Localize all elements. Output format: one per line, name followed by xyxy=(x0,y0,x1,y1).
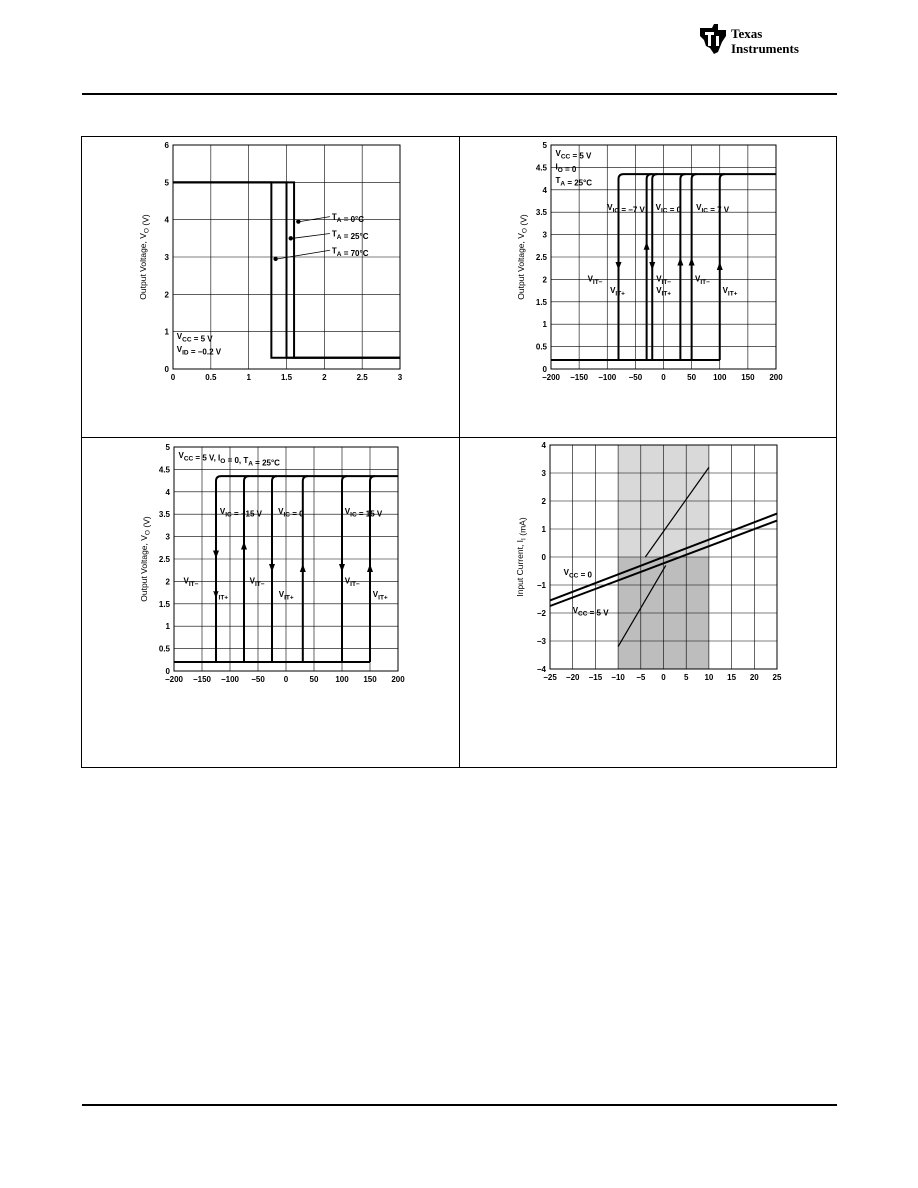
x-tick-label: 0 xyxy=(661,673,666,682)
y-tick-label: 2 xyxy=(541,497,546,506)
y-tick-label: 0 xyxy=(542,365,547,374)
y-tick-label: 0.5 xyxy=(158,644,170,654)
x-tick-label: −150 xyxy=(570,373,589,382)
arrow-down xyxy=(269,564,275,572)
y-tick-label: 4 xyxy=(542,185,547,195)
y-tick-label: 5 xyxy=(164,178,169,188)
y-tick-label: 0 xyxy=(541,553,546,562)
y-axis-label: Output Voltage, $V_O$ (V) xyxy=(516,214,529,300)
label-vit-minus: $V_{IT-}$ xyxy=(656,274,672,287)
x-tick-label: −100 xyxy=(220,675,240,684)
y-tick-label: −3 xyxy=(536,637,546,646)
annotation-vid: $V_{ID} = -0.2$ V xyxy=(176,345,222,357)
x-tick-label: −100 xyxy=(598,373,617,382)
arrow-up xyxy=(677,257,683,265)
arrow-up xyxy=(689,257,695,265)
label-vit-plus: $V_{IT+}$ xyxy=(610,285,625,298)
label-vit-minus: $V_{IT-}$ xyxy=(249,576,265,589)
arrow-up xyxy=(644,242,650,250)
y-tick-label: 1 xyxy=(165,622,170,632)
x-tick-label: 100 xyxy=(335,675,349,684)
y-axis-label: Output Voltage, $V_O$ (V) xyxy=(138,214,151,300)
x-tick-label: −25 xyxy=(543,673,557,682)
y-tick-label: 3.5 xyxy=(535,208,547,218)
arrow-up xyxy=(241,542,247,550)
x-tick-label: 200 xyxy=(769,373,783,382)
annotation-io: $I_O = 0$ xyxy=(555,162,577,175)
figure-panels xyxy=(81,136,837,768)
y-tick-label: 3 xyxy=(541,469,546,478)
y-tick-label: 2 xyxy=(542,275,547,285)
transition-line xyxy=(647,174,652,360)
label-vit-minus: $V_{IT-}$ xyxy=(695,274,710,287)
arrow-down xyxy=(649,262,655,270)
ti-state-icon xyxy=(696,22,730,56)
x-tick-label: 0.5 xyxy=(205,373,217,382)
y-tick-label: 3 xyxy=(165,532,170,542)
panel-divider-vertical xyxy=(459,137,460,767)
arrow-down xyxy=(339,564,345,572)
y-tick-label: 4 xyxy=(164,215,169,225)
annotation-ta: $T_A = 25^\circ C$ xyxy=(555,176,593,188)
x-tick-label: −50 xyxy=(628,373,643,382)
x-tick-label: −15 xyxy=(588,673,603,682)
y-tick-label: 4.5 xyxy=(158,465,170,475)
label-vit-minus: $V_{IT-}$ xyxy=(344,576,360,589)
logo-line-1: Texas xyxy=(731,26,763,41)
y-tick-label: 2 xyxy=(164,290,169,300)
label-vic-0: $V_{IC} = 0$ xyxy=(278,507,304,519)
transition-line xyxy=(216,476,221,662)
x-tick-label: −10 xyxy=(611,673,625,682)
y-tick-label: 3.5 xyxy=(158,510,170,520)
label-vit-plus: $V_{IT+}$ xyxy=(656,285,672,298)
arrow-up xyxy=(367,564,373,572)
arrow-up xyxy=(717,262,723,270)
label-vit-minus: $V_{IT-}$ xyxy=(587,274,603,287)
x-tick-label: −20 xyxy=(565,673,580,682)
y-tick-label: 1.5 xyxy=(158,599,170,609)
transition-line xyxy=(244,476,249,662)
x-tick-label: 20 xyxy=(749,673,759,682)
header-rule xyxy=(82,93,837,95)
y-tick-label: 6 xyxy=(164,141,169,150)
x-tick-label: −150 xyxy=(192,675,212,684)
label-vcc-5v: $V_{CC} = 5$ V xyxy=(572,606,609,618)
y-tick-label: 3 xyxy=(542,230,547,240)
x-tick-label: −200 xyxy=(541,373,561,382)
x-tick-label: 2.5 xyxy=(356,373,368,382)
y-tick-label: 0 xyxy=(164,365,169,374)
y-tick-label: −1 xyxy=(536,581,546,590)
y-tick-label: 0 xyxy=(165,667,170,676)
label-vit-plus: $V_{IT+}$ xyxy=(372,590,388,602)
label-vic-15: $V_{IC} = 15$ V xyxy=(344,507,383,519)
y-tick-label: 1 xyxy=(541,525,546,534)
x-tick-label: 150 xyxy=(363,675,377,684)
legend-label: $T_A = 0^\circ C$ xyxy=(331,212,365,225)
label-vit-plus: $V_{IT+}$ xyxy=(213,590,229,602)
x-tick-label: 200 xyxy=(391,675,405,684)
y-tick-label: 1 xyxy=(164,327,169,337)
y-tick-label: 2.5 xyxy=(535,253,547,262)
label-vic-neg7: $V_{IC} = -7$ V xyxy=(607,202,645,215)
y-axis-label: Output Voltage, $V_O$ (V) xyxy=(139,516,152,602)
y-tick-label: 5 xyxy=(165,443,170,452)
ti-logo xyxy=(696,22,841,62)
x-tick-label: −200 xyxy=(164,675,184,684)
x-tick-label: 1 xyxy=(246,373,251,382)
y-tick-label: 1 xyxy=(542,320,547,330)
x-tick-label: 2 xyxy=(322,373,327,382)
annotation-vcc: $V_{CC} = 5$ V xyxy=(555,149,592,161)
footer-rule xyxy=(82,1104,837,1106)
legend-label: $T_A = 70^\circ C$ xyxy=(331,246,369,258)
x-tick-label: 5 xyxy=(683,673,689,682)
y-tick-label: 4 xyxy=(541,441,546,450)
x-tick-label: 0 xyxy=(170,373,176,382)
y-tick-label: −2 xyxy=(536,609,546,618)
y-axis-label: Input Current, $I_I$ (mA) xyxy=(515,517,528,597)
arrow-down xyxy=(213,551,219,559)
arrow-up xyxy=(300,564,306,572)
x-tick-label: 3 xyxy=(397,373,403,382)
x-tick-label: 1.5 xyxy=(280,373,293,382)
y-tick-label: 4 xyxy=(165,487,170,497)
x-tick-label: 50 xyxy=(687,373,697,382)
label-vcc-0: $V_{CC} = 0$ xyxy=(563,568,592,580)
x-tick-label: 0 xyxy=(283,675,289,684)
logo-line-2: Instruments xyxy=(731,41,799,56)
transition-line xyxy=(680,174,685,360)
label-vic-7: $V_{IC} = 7$ V xyxy=(696,202,730,215)
x-tick-label: −50 xyxy=(251,675,265,684)
x-tick-label: 15 xyxy=(727,673,737,682)
label-vit-plus: $V_{IT+}$ xyxy=(722,285,738,298)
x-tick-label: 25 xyxy=(772,673,782,682)
annotation-vcc: $V_{CC} = 5$ V xyxy=(176,332,213,344)
x-tick-label: −5 xyxy=(636,673,646,682)
annotation-conditions: $V_{CC} = 5$ V, $I_O = 0$, $T_A = 25^\circ C$ xyxy=(178,451,280,468)
arrow-down xyxy=(616,262,622,270)
label-vic-neg15: $V_{IC} = -15$ V xyxy=(219,507,263,519)
y-tick-label: 1.5 xyxy=(535,297,547,307)
x-tick-label: 10 xyxy=(704,673,714,682)
label-vit-plus: $V_{IT+}$ xyxy=(278,590,294,602)
y-tick-label: 3 xyxy=(164,253,169,262)
x-tick-label: 100 xyxy=(713,373,727,382)
y-tick-label: 0.5 xyxy=(535,342,547,352)
label-vit-minus: $V_{IT-}$ xyxy=(183,576,199,589)
x-tick-label: 50 xyxy=(309,675,319,684)
y-tick-label: 2.5 xyxy=(158,555,170,564)
y-tick-label: 5 xyxy=(542,141,547,150)
label-vic-0: $V_{IC} = 0$ xyxy=(655,202,682,215)
y-tick-label: −4 xyxy=(536,665,546,674)
x-tick-label: 0 xyxy=(661,373,666,382)
legend-label: $T_A = 25^\circ C$ xyxy=(331,229,369,241)
panel-divider-horizontal xyxy=(82,437,836,438)
y-tick-label: 4.5 xyxy=(535,163,547,173)
y-tick-label: 2 xyxy=(165,577,170,587)
x-tick-label: 150 xyxy=(741,373,755,382)
